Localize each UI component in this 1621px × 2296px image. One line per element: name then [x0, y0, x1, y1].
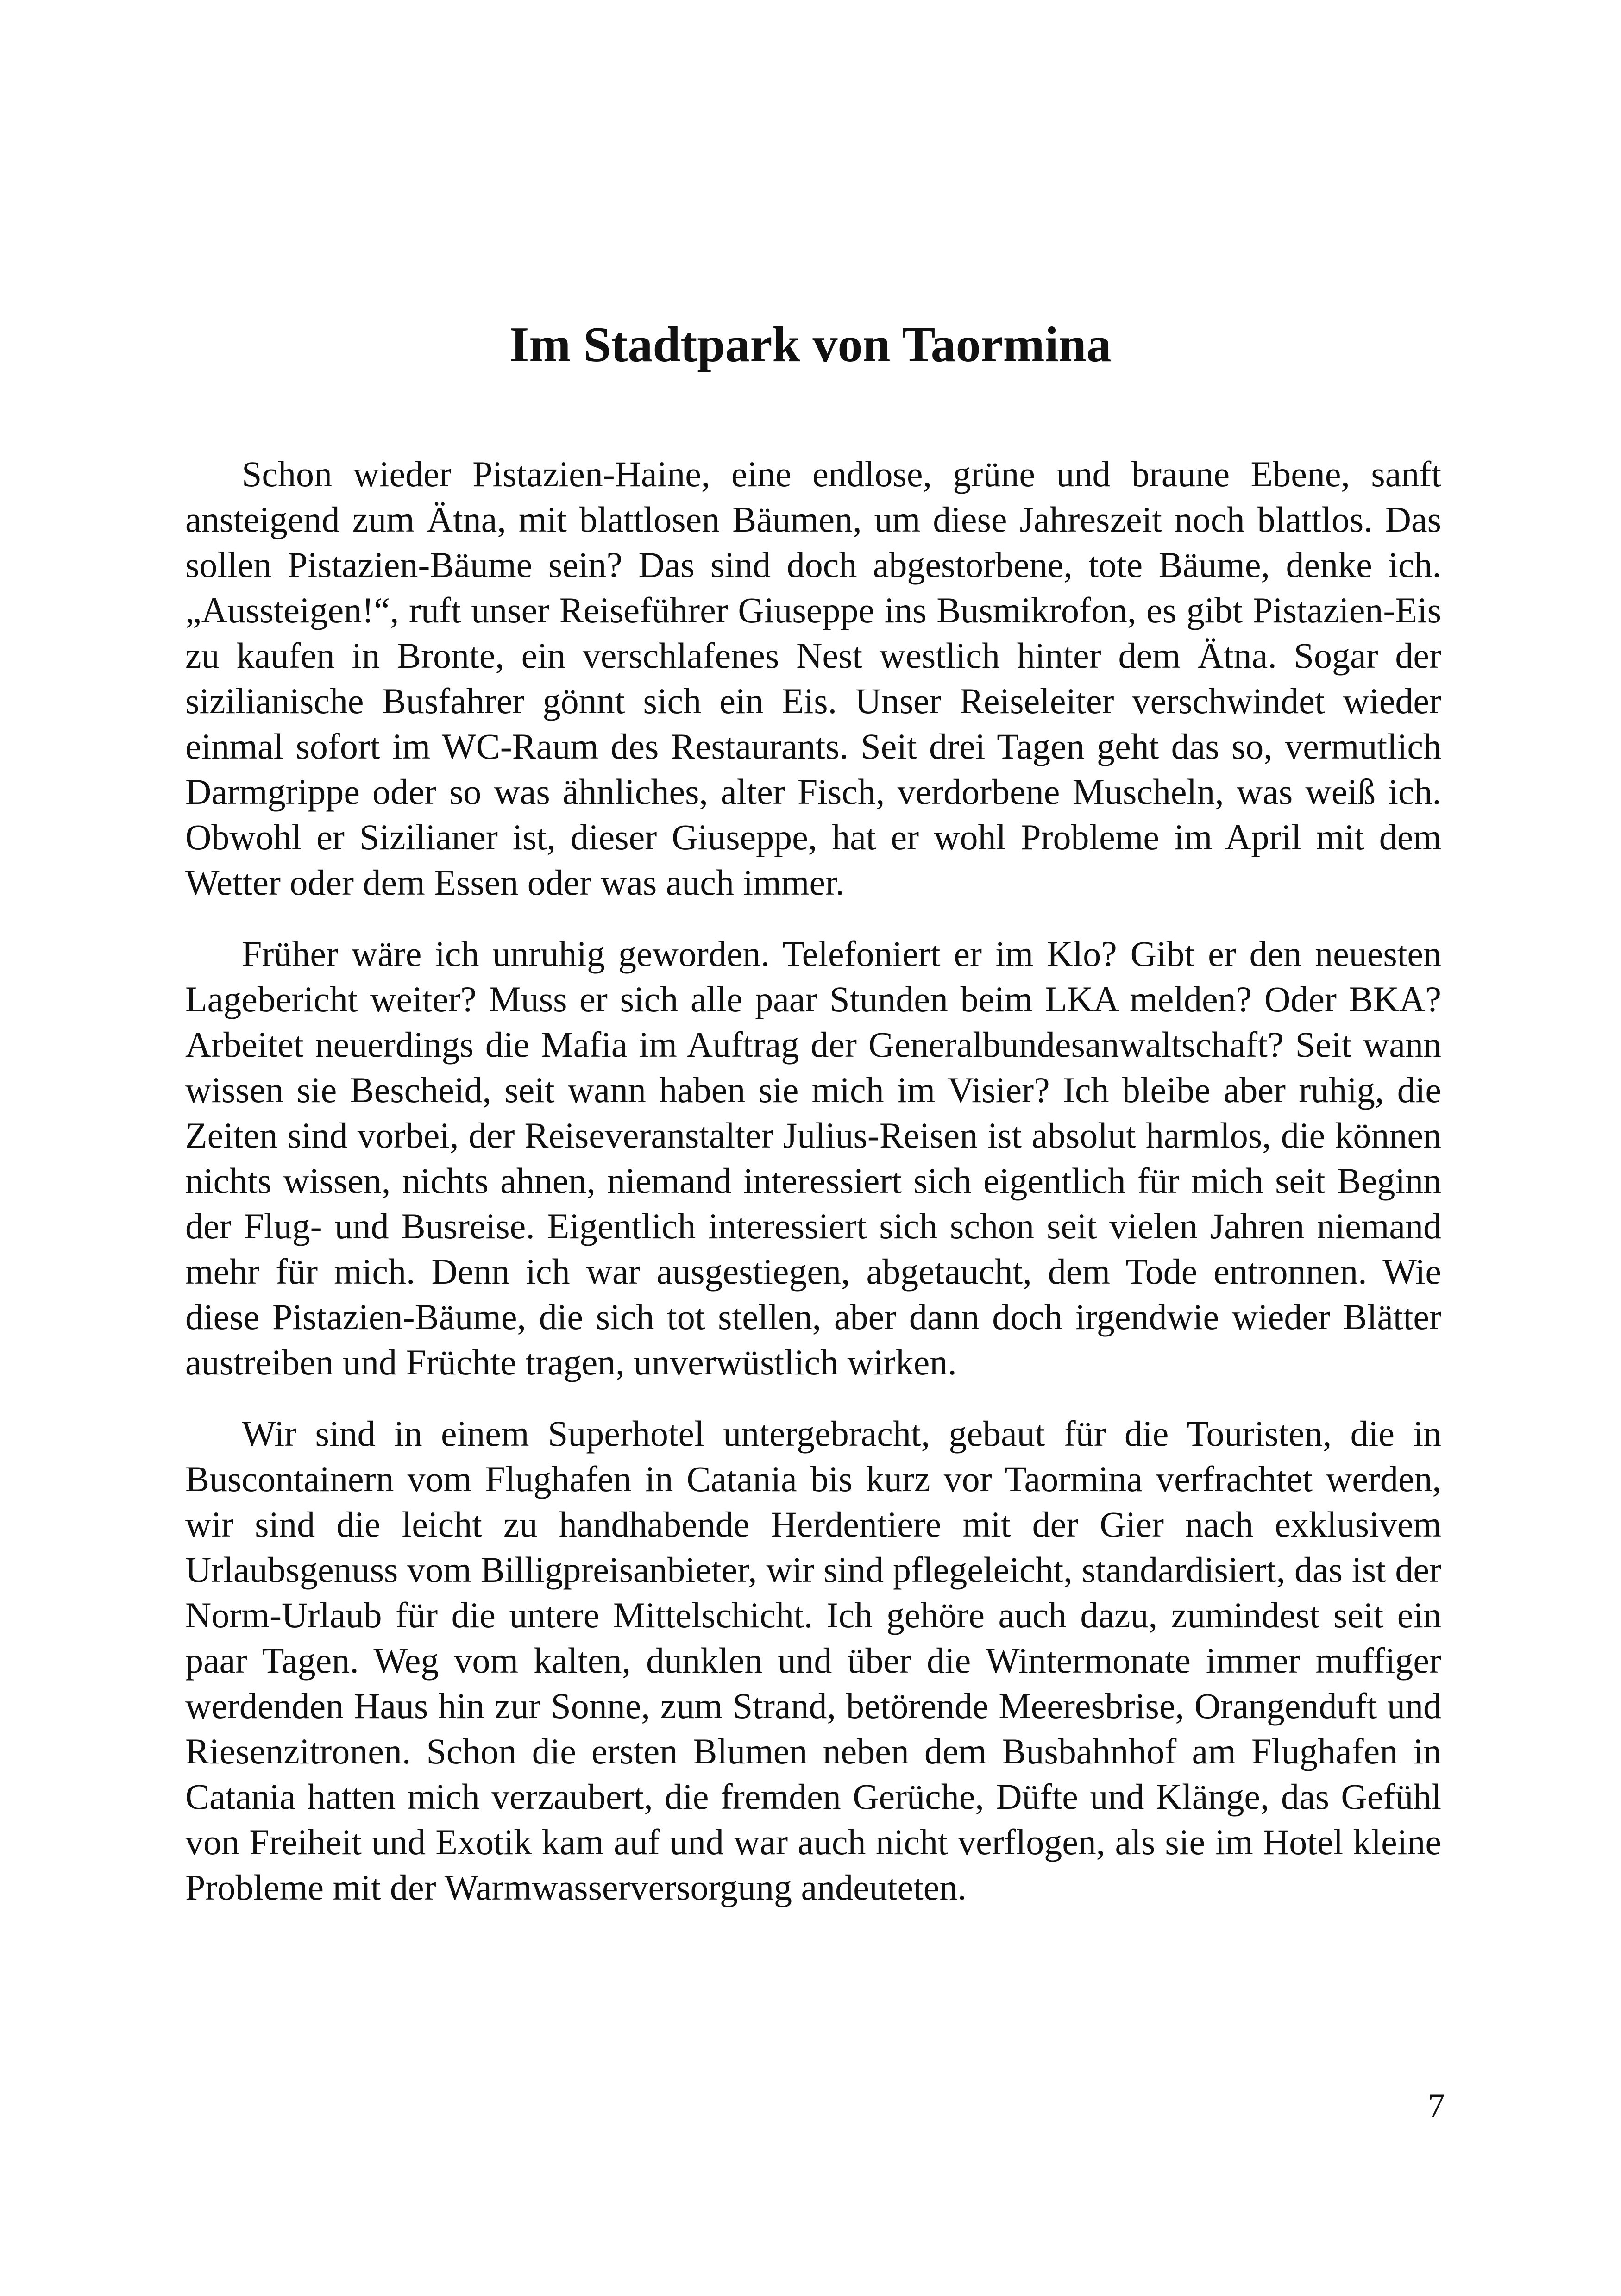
paragraph: Früher wäre ich unruhig geworden. Telefoniert er im Klo? Gibt er den neuesten Lagebericht weiter? Muss er sich alle paar Stunden beim LKA melden? Oder BKA? Arbeitet neuerdings die Mafia im Auftrag der Generalbundesanwaltschaft? Seit wann wissen sie Bescheid, seit wann haben sie mich im Visier? Ich bleibe aber ruhig, die Zeiten sind vorbei, der Reiseveranstalter Julius-Reisen ist absolut harmlos, die können nichts wissen, nichts ahnen, niemand interessiert sich eigentlich für mich seit Beginn der Flug- und Busreise. Eigentlich interessiert sich schon seit vielen Jahren niemand mehr für mich. Denn ich war ausgestiegen, abgetaucht, dem Tode entronnen. Wie diese Pistazien-Bäume, die sich tot stellen, aber dann doch irgendwie wieder Blätter austreiben und Früchte tragen, unverwüstlich wirken. — [185, 934, 1441, 1382]
paragraph: Schon wieder Pistazien-Haine, eine endlose, grüne und braune Ebene, sanft ansteigend zum Ätna, mit blattlosen Bäumen, um diese Jahreszeit noch blattlos. Das sollen Pistazien-Bäume sein? Das sind doch abgestorbene, tote Bäume, denke ich. „Aussteigen!“, ruft unser Reiseführer Giuseppe ins Busmikrofon, es gibt Pistazien-Eis zu kaufen in Bronte, ein verschlafenes Nest westlich hinter dem Ätna. Sogar der sizilianische Busfahrer gönnt sich ein Eis. Unser Reiseleiter verschwindet wieder einmal sofort im WC-Raum des Restaurants. Seit drei Tagen geht das so, vermutlich Darmgrippe oder so was ähnliches, alter Fisch, verdorbene Muscheln, was weiß ich. Obwohl er Sizilianer ist, dieser Giuseppe, hat er wohl Probleme im April mit dem Wetter oder dem Essen oder was auch immer. — [185, 454, 1441, 903]
paragraph: Wir sind in einem Superhotel untergebracht, gebaut für die Touristen, die in Buscontainern vom Flughafen in Catania bis kurz vor Taormina verfrachtet werden, wir sind die leicht zu handhabende Herdentiere mit der Gier nach exklusivem Urlaubsgenuss vom Billigpreisanbieter, wir sind pflegeleicht, standardisiert, das ist der Norm-Urlaub für die untere Mittelschicht. Ich gehöre auch dazu, zumindest seit ein paar Tagen. Weg vom kalten, dunklen und über die Wintermonate immer muffiger werdenden Haus hin zur Sonne, zum Strand, betörende Meeresbrise, Orangenduft und Riesenzitronen. Schon die ersten Blumen neben dem Busbahnhof am Flughafen in Catania hatten mich verzaubert, die fremden Gerüche, Düfte und Klänge, das Gefühl von Freiheit und Exotik kam auf und war auch nicht verflogen, als sie im Hotel kleine Probleme mit der Warmwasserversorgung andeuteten. — [185, 1413, 1441, 1907]
chapter-title: Im Stadtpark von Taormina — [509, 317, 1112, 372]
page-number: 7 — [1428, 2087, 1445, 2125]
body-text — [185, 452, 1441, 1936]
